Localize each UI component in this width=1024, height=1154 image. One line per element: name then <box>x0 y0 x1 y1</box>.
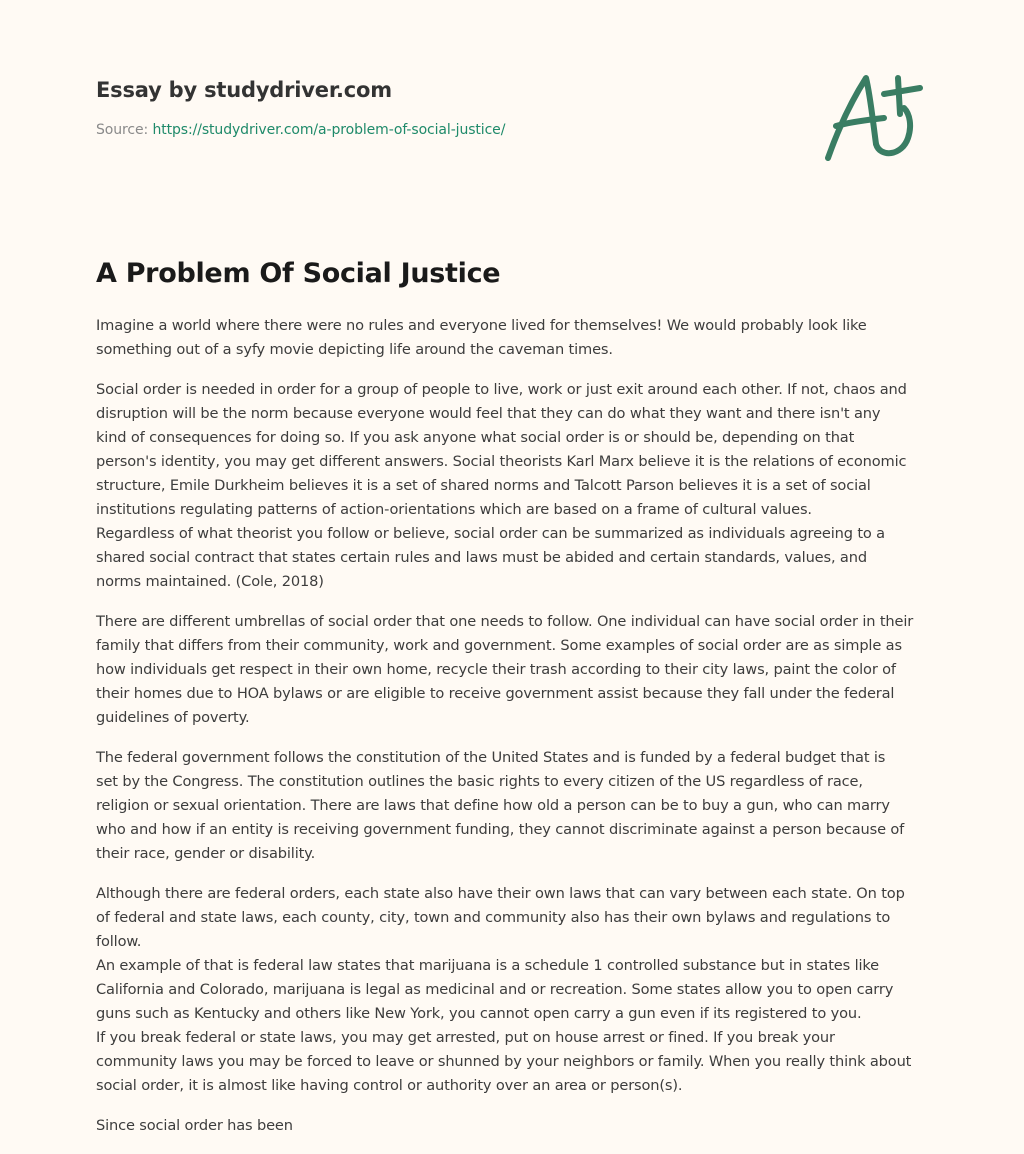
text-line: religion or sexual orientation. There are laws that define how old a person can be to buy a gun, who can marry <box>96 797 890 814</box>
source-label: Source: <box>96 122 153 138</box>
text-line: Social order is needed in order for a group of people to live, work or just exit around each other. If not, chaos and <box>96 381 907 398</box>
paragraph-1 <box>96 314 938 362</box>
text-line: follow. <box>96 933 142 950</box>
text-line: structure, Emile Durkheim believes it is a set of shared norms and Talcott Parson believes it is a set of social <box>96 477 871 494</box>
text-line: An example of that is federal law states that marijuana is a schedule 1 controlled substance but in states like <box>96 957 879 974</box>
text-line: their homes due to HOA bylaws or are eligible to receive government assist because they fall under the federal <box>96 685 895 702</box>
text-line: set by the Congress. The constitution outlines the basic rights to every citizen of the US regardless of race, <box>96 773 863 790</box>
text-line: how individuals get respect in their own home, recycle their trash according to their city laws, paint the color of <box>96 661 896 678</box>
text-line: who and how if an entity is receiving government funding, they cannot discriminate against a person because of <box>96 821 905 838</box>
text-line: norms maintained. (Cole, 2018) <box>96 573 324 590</box>
text-line: disruption will be the norm because everyone would feel that they can do what they want and there isn't any <box>96 405 881 422</box>
paragraph-4 <box>96 746 938 866</box>
text-line: person's identity, you may get different answers. Social theorists Karl Marx believe it is the relations of economic <box>96 453 907 470</box>
text-line: their race, gender or disability. <box>96 845 316 862</box>
text-line: of federal and state laws, each county, city, town and community also has their own bylaws and regulations to <box>96 909 891 926</box>
paragraph-2 <box>96 378 938 594</box>
source-link[interactable]: https://studydriver.com/a-problem-of-social-justice/ <box>152 122 506 138</box>
text-line: guidelines of poverty. <box>96 709 250 726</box>
text-line: Regardless of what theorist you follow or believe, social order can be summarized as individuals agreeing to a <box>96 525 885 542</box>
paragraph-6 <box>96 1114 938 1138</box>
text-line: guns such as Kentucky and others like New York, you cannot open carry a gun even if its registered to you. <box>96 1005 862 1022</box>
text-line: Although there are federal orders, each state also have their own laws that can vary between each state. On top <box>96 885 905 902</box>
text-line: social order, it is almost like having control or authority over an area or person(s). <box>96 1077 683 1094</box>
text-line: Since social order has been <box>96 1117 293 1134</box>
text-line: shared social contract that states certain rules and laws must be abided and certain standards, values, and <box>96 549 867 566</box>
essay-body <box>96 314 938 1154</box>
text-line: something out of a syfy movie depicting life around the caveman times. <box>96 341 613 358</box>
text-line: Imagine a world where there were no rules and everyone lived for themselves! We would probably look like <box>96 317 867 334</box>
a-plus-grade-icon <box>820 64 930 168</box>
text-line: family that differs from their community, work and government. Some examples of social order are as simple as <box>96 637 902 654</box>
paragraph-3 <box>96 610 938 730</box>
source-line <box>96 120 796 140</box>
text-line: California and Colorado, marijuana is legal as medicinal and or recreation. Some states allow you to open carry <box>96 981 894 998</box>
text-line: community laws you may be forced to leave or shunned by your neighbors or family. When you really think about <box>96 1053 912 1070</box>
essay-title: A Problem Of Social Justice <box>96 258 501 289</box>
text-line: kind of consequences for doing so. If you ask anyone what social order is or should be, depending on that <box>96 429 855 446</box>
text-line: institutions regulating patterns of action-orientations which are based on a frame of cultural values. <box>96 501 812 518</box>
paragraph-5 <box>96 882 938 1098</box>
essay-header <box>96 74 796 140</box>
text-line: There are different umbrellas of social order that one needs to follow. One individual can have social order in their <box>96 613 914 630</box>
site-title: Essay by studydriver.com <box>96 78 392 102</box>
text-line: The federal government follows the constitution of the United States and is funded by a federal budget that is <box>96 749 886 766</box>
text-line: If you break federal or state laws, you may get arrested, put on house arrest or fined. If you break your <box>96 1029 835 1046</box>
